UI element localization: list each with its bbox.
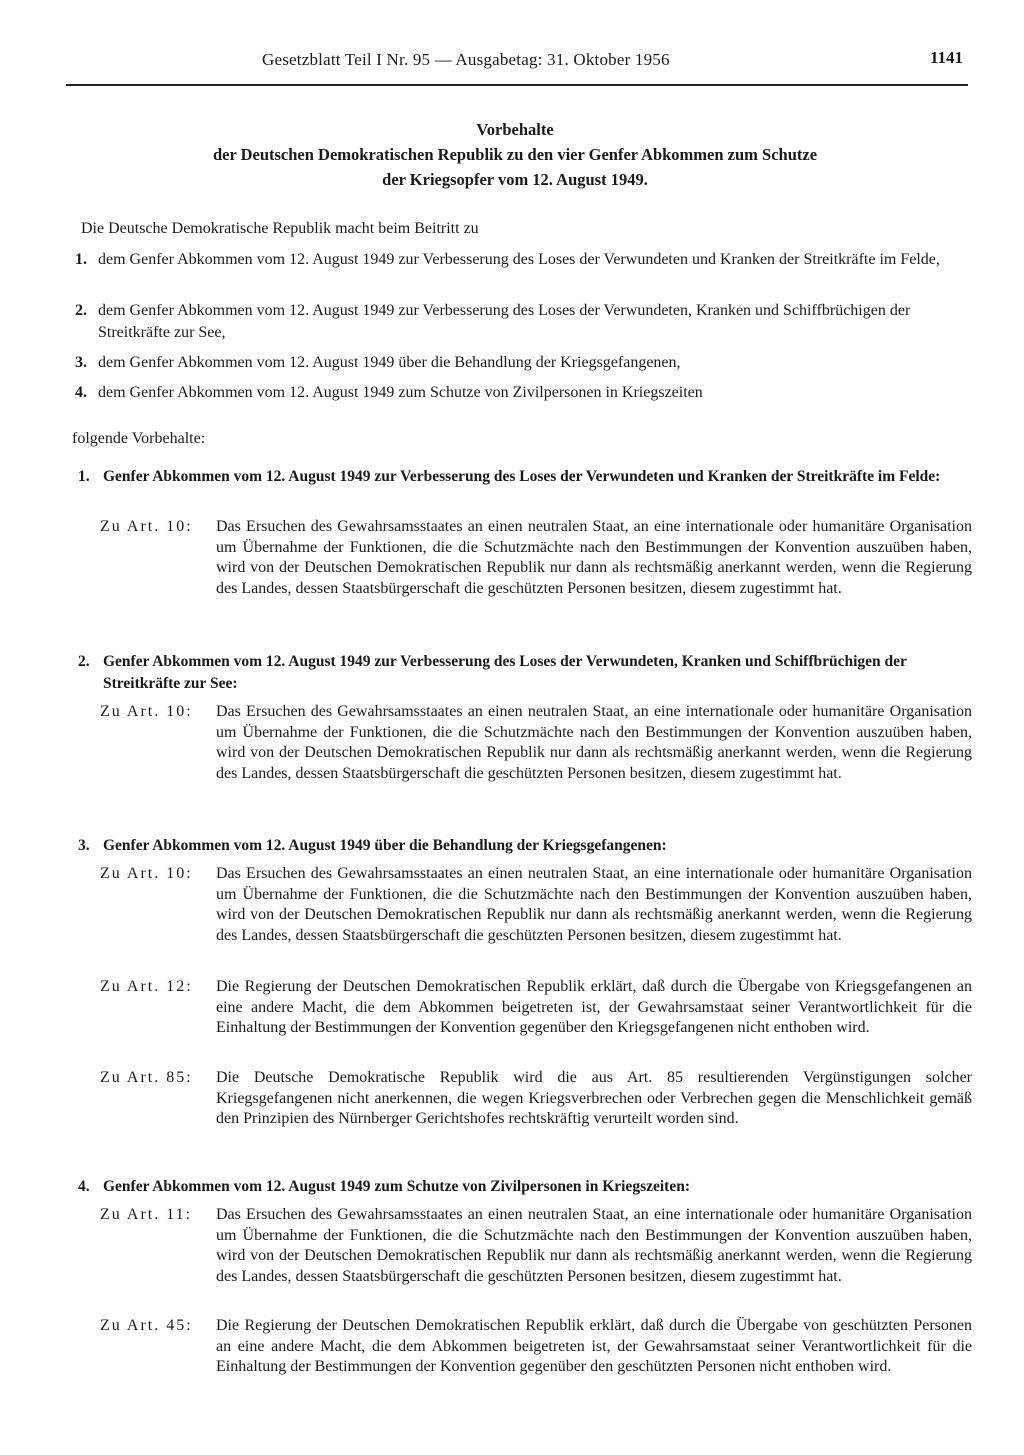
section-heading-text: Genfer Abkommen vom 12. August 1949 zum Schutze von Zivilpersonen in Kriegszeiten: bbox=[103, 1178, 690, 1195]
section-heading-2 bbox=[78, 651, 973, 695]
enum-item-2 bbox=[75, 300, 970, 344]
section-number: 2. bbox=[78, 653, 90, 670]
running-header: Gesetzblatt Teil I Nr. 95 — Ausgabetag: 31. Oktober 1956 bbox=[262, 50, 670, 69]
reservations-lead: folgende Vorbehalte: bbox=[72, 430, 206, 447]
article-text: Die Regierung der Deutschen Demokratischen Republik erklärt, daß durch die Übergabe von geschützten Personen an eine andere Macht, die dem Abkommen beigetreten ist, der Gewahrsamstaat seiner Verantwortlichkeit für die Einhaltung der Bestimmungen der Konvention gegenüber den geschützten Personen nicht enthoben wird. bbox=[216, 1317, 972, 1375]
enum-item-1 bbox=[75, 249, 970, 271]
section-heading-4 bbox=[78, 1176, 973, 1198]
intro-paragraph: Die Deutsche Demokratische Republik macht beim Beitritt zu bbox=[81, 220, 479, 237]
article-text: Das Ersuchen des Gewahrsamsstaates an einen neutralen Staat, an eine internationale oder humanitäre Organisation um Übernahme der Funktionen, die die Schutzmächte nach den Bestimmungen der Konvention auszuüben haben, wird von der Deutschen Demokratischen Republik nur dann als rechtsmäßig anerkannt werden, wenn die Regierung des Landes, dessen Staatsbürgerschaft die geschützten Personen besitzen, diesem zugestimmt hat. bbox=[216, 518, 972, 597]
enum-item-4 bbox=[75, 382, 970, 404]
enum-text: dem Genfer Abkommen vom 12. August 1949 zum Schutze von Zivilpersonen in Kriegszeiten bbox=[98, 384, 703, 401]
article-text: Das Ersuchen des Gewahrsamsstaates an einen neutralen Staat, an eine internationale oder humanitäre Organisation um Übernahme der Funktionen, die die Schutzmächte nach den Bestimmungen der Konvention auszuüben haben, wird von der Deutschen Demokratischen Republik nur dann als rechtsmäßig anerkannt werden, wenn die Regierung des Landes, dessen Staatsbürgerschaft die geschützten Personen besitzen, diesem zugestimmt hat. bbox=[216, 1206, 972, 1285]
article-reservation bbox=[100, 1205, 972, 1287]
article-label: Zu Art. 45: bbox=[100, 1317, 193, 1334]
header-rule bbox=[66, 84, 968, 86]
article-reservation bbox=[100, 1316, 972, 1378]
section-heading-text: Genfer Abkommen vom 12. August 1949 über die Behandlung der Kriegsgefangenen: bbox=[103, 837, 667, 854]
article-reservation bbox=[100, 517, 972, 599]
section-heading-3 bbox=[78, 835, 973, 857]
enum-text: dem Genfer Abkommen vom 12. August 1949 zur Verbesserung des Loses der Verwundeten, Kranken und Schiffbrüchigen der Streitkräfte zur See, bbox=[98, 302, 911, 341]
enum-number: 3. bbox=[75, 354, 87, 371]
enum-number: 2. bbox=[75, 302, 87, 319]
enum-number: 1. bbox=[75, 251, 87, 268]
article-reservation bbox=[100, 702, 972, 784]
article-label: Zu Art. 85: bbox=[100, 1069, 193, 1086]
section-number: 4. bbox=[78, 1178, 90, 1195]
section-number: 1. bbox=[78, 468, 90, 485]
article-label: Zu Art. 10: bbox=[100, 518, 193, 535]
article-label: Zu Art. 12: bbox=[100, 978, 193, 995]
article-reservation bbox=[100, 1068, 972, 1130]
article-text: Die Deutsche Demokratische Republik wird die aus Art. 85 resultierenden Vergünstigungen solcher Kriegsgefangenen nicht anerkennen, die wegen Kriegsverbrechen oder Verbrechen gegen die Menschlichkeit gemäß den Prinzipien des Nürnberger Gerichtshofes rechtskräftig verurteilt worden sind. bbox=[216, 1069, 972, 1127]
article-text: Das Ersuchen des Gewahrsamsstaates an einen neutralen Staat, an eine internationale oder humanitäre Organisation um Übernahme der Funktionen, die die Schutzmächte nach den Bestimmungen der Konvention auszuüben haben, wird von der Deutschen Demokratischen Republik nur dann als rechtsmäßig anerkannt werden, wenn die Regierung des Landes, dessen Staatsbürgerschaft die geschützten Personen besitzen, diesem zugestimmt hat. bbox=[216, 703, 972, 782]
article-reservation bbox=[100, 977, 972, 1039]
section-heading-text: Genfer Abkommen vom 12. August 1949 zur Verbesserung des Loses der Verwundeten, Kranken und Schiffbrüchigen der Streitkräfte zur See: bbox=[103, 653, 907, 692]
enum-item-3 bbox=[75, 352, 970, 374]
article-label: Zu Art. 11: bbox=[100, 1206, 193, 1223]
section-number: 3. bbox=[78, 837, 90, 854]
document-subtitle-line-2: der Kriegsopfer vom 12. August 1949. bbox=[382, 170, 648, 189]
section-heading-text: Genfer Abkommen vom 12. August 1949 zur Verbesserung des Loses der Verwundeten und Kranken der Streitkräfte im Felde: bbox=[103, 468, 941, 485]
document-subtitle-line-1: der Deutschen Demokratischen Republik zu den vier Genfer Abkommen zum Schutze bbox=[212, 145, 818, 164]
article-text: Die Regierung der Deutschen Demokratischen Republik erklärt, daß durch die Übergabe von Kriegsgefangenen an eine andere Macht, die dem Abkommen beigetreten ist, der Gewahrsamstaat seiner Verantwortlichkeit für die Einhaltung der Bestimmungen der Konvention gegenüber den Kriegsgefangenen nicht enthoben wird. bbox=[216, 978, 972, 1036]
enum-number: 4. bbox=[75, 384, 87, 401]
article-label: Zu Art. 10: bbox=[100, 865, 193, 882]
document-title: Vorbehalte bbox=[476, 120, 554, 139]
section-heading-1 bbox=[78, 466, 973, 488]
article-label: Zu Art. 10: bbox=[100, 703, 193, 720]
enum-text: dem Genfer Abkommen vom 12. August 1949 über die Behandlung der Kriegsgefangenen, bbox=[98, 354, 681, 371]
page-number: 1141 bbox=[930, 48, 964, 67]
enum-text: dem Genfer Abkommen vom 12. August 1949 zur Verbesserung des Loses der Verwundeten und Kranken der Streitkräfte im Felde, bbox=[98, 251, 940, 268]
article-reservation bbox=[100, 864, 972, 946]
article-text: Das Ersuchen des Gewahrsamsstaates an einen neutralen Staat, an eine internationale oder humanitäre Organisation um Übernahme der Funktionen, die die Schutzmächte nach den Bestimmungen der Konvention auszuüben haben, wird von der Deutschen Demokratischen Republik nur dann als rechtsmäßig anerkannt werden, wenn die Regierung des Landes, dessen Staatsbürgerschaft die geschützten Personen besitzen, diesem zugestimmt hat. bbox=[216, 865, 972, 944]
